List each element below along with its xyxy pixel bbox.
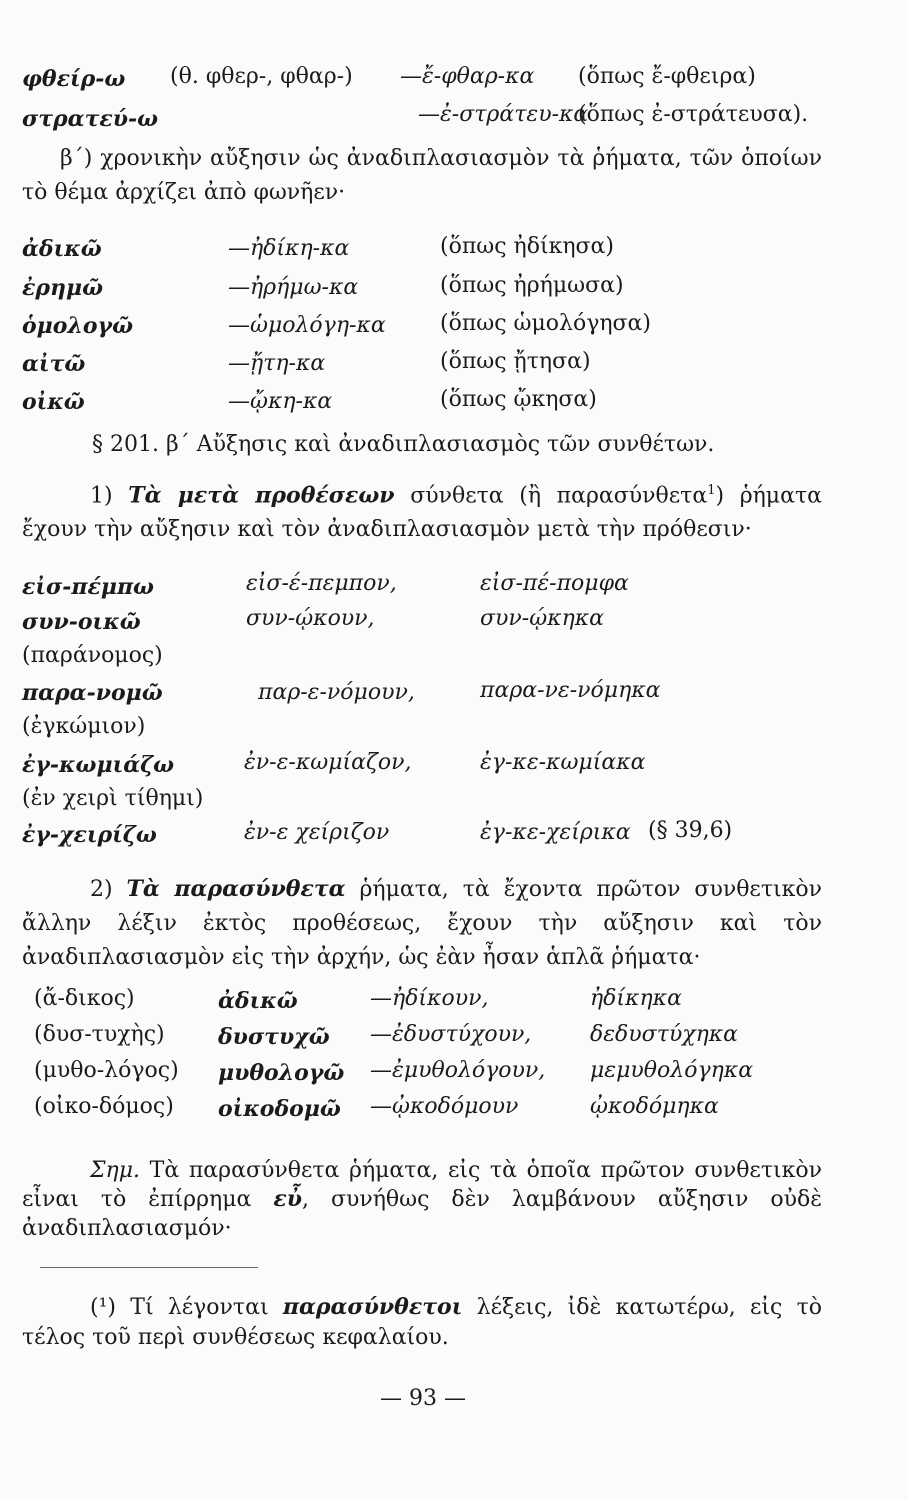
top-row1-note: (ὅπως ἔ-φθειρα) (578, 64, 756, 89)
note-text: Τὰ παρασύνθετα ῥήματα, εἰς τὰ ὁποῖα πρῶτον συνθετικὸν εἶναι τὸ ἐπίρρημα (22, 1158, 822, 1212)
para-verb: οἰκοδομῶ (218, 1096, 341, 1122)
note-label: Σημ. (90, 1158, 141, 1183)
compound-imperfect: εἰσ-έ-πεμπον, (246, 571, 397, 596)
para-origin: (ἄ-δικος) (34, 986, 135, 1011)
compound-origin: (ἐγκώμιον) (22, 714, 146, 739)
para-imperfect: —ἠδίκουν, (370, 986, 489, 1011)
compound-origin: (ἐν χειρὶ τίθημι) (22, 786, 204, 811)
top-row2-headword: στρατεύ-ω (22, 106, 159, 132)
para-verb: δυστυχῶ (218, 1024, 330, 1050)
para-verb: ἀδικῶ (218, 988, 298, 1014)
compound-imperfect: παρ-ε-νόμουν, (258, 680, 415, 705)
compound-perfect: ἐγ-κε-χείρικα (480, 820, 631, 845)
page-number: — 93 — (380, 1386, 466, 1411)
top-row1-stems: (θ. φθερ-, φθαρ-) (170, 64, 353, 89)
vowel-form: —ᾤκη-κα (228, 389, 333, 414)
compound-perfect: εἰσ-πέ-πομφα (480, 571, 629, 596)
vowel-word: ἐρημῶ (22, 275, 104, 301)
top-row2-form: —ἐ-στράτευ-κα (418, 102, 589, 127)
note-paragraph (22, 1156, 822, 1243)
footnote-term: παρασύνθετοι (282, 1294, 463, 1320)
p2-number: 2) (90, 877, 113, 902)
vowel-note: (ὅπως ὡμολόγησα) (440, 311, 651, 336)
compound-imperfect: ἐν-ε-κωμίαζον, (244, 750, 412, 775)
p2-text: ῥήματα, τὰ ἔχοντα πρῶτον συνθετικὸν ἄλλην λέξιν ἐκτὸς προθέσεως, ἔχουν τὴν αὔξησιν καὶ τὸν ἀναδιπλασιασμὸν εἰς τὴν ἀρχήν, ὡς ἐὰν ἦσαν ἁπλᾶ ῥήματα· (22, 877, 823, 970)
note-text-continued: , συνήθως δὲν λαμβάνουν αὔξησιν οὐδὲ ἀναδιπλασιασμόν· (22, 1187, 823, 1241)
footnote (22, 1292, 822, 1353)
paragraph-2 (22, 872, 822, 975)
vowel-note: (ὅπως ᾤκησα) (440, 387, 597, 412)
vowel-note: (ὅπως ἠρήμωσα) (440, 273, 624, 298)
p1-number: 1) (90, 483, 113, 509)
compound-present: εἰσ-πέμπω (22, 574, 154, 600)
para-imperfect: —ἐμυθολόγουν, (370, 1058, 546, 1083)
compound-perfect: ἐγ-κε-κωμίακα (480, 750, 646, 775)
top-row1-form: —ἔ-φθαρ-κα (400, 64, 535, 89)
para-origin: (μυθο-λόγος) (34, 1058, 179, 1083)
vowel-word: αἰτῶ (22, 351, 86, 377)
p1-text: σύνθετα (ἢ παρασύνθετα (410, 483, 708, 509)
note-adverb: εὖ (273, 1186, 302, 1212)
compound-imperfect: ἐν-ε χείριζον (244, 820, 390, 845)
footnote-ref: 1 (707, 483, 716, 498)
compound-perfect: συν-ῴκηκα (480, 606, 605, 631)
para-imperfect: —ἐδυστύχουν, (370, 1022, 532, 1047)
compound-perfect: παρα-νε-νόμηκα (480, 678, 661, 703)
compound-present: παρα-νομῶ (22, 680, 163, 706)
paragraph-1 (22, 474, 822, 547)
section-reference: (§ 39,6) (648, 818, 733, 843)
compound-origin: (παράνομος) (22, 643, 163, 668)
para-origin: (οἰκο-δόμος) (34, 1094, 174, 1119)
para-verb: μυθολογῶ (218, 1060, 345, 1086)
para-perfect: δεδυστύχηκα (590, 1022, 739, 1047)
para-perfect: μεμυθολόγηκα (590, 1058, 754, 1083)
intro-paragraph: β΄) χρονικὴν αὔξησιν ὡς ἀναδιπλασιασμὸν τὰ ῥήματα, τῶν ὁποίων τὸ θέμα ἀρχίζει ἀπὸ φωνῆεν· (22, 146, 822, 205)
vowel-form: —ἠδίκη-κα (228, 236, 350, 261)
footnote-text: Τί λέγονται (130, 1295, 269, 1320)
para-origin: (δυσ-τυχὴς) (34, 1022, 165, 1047)
p1-bold: Τὰ μετὰ προθέσεων (128, 482, 395, 509)
vowel-word: ἀδικῶ (22, 236, 102, 262)
vowel-word: ὁμολογῶ (22, 313, 134, 339)
vowel-note: (ὅπως ᾔτησα) (440, 349, 591, 374)
section-heading: § 201. β΄ Αὔξησις καὶ ἀναδιπλασιασμὸς τῶν συνθέτων. (92, 432, 715, 457)
vowel-form: —ὡμολόγη-κα (228, 313, 386, 338)
footnote-text-continued: λέξεις, ἰδὲ κατωτέρω, εἰς τὸ τέλος τοῦ περὶ συνθέσεως κεφαλαίου. (22, 1295, 823, 1350)
footnote-mark: (¹) (90, 1295, 116, 1320)
compound-present: συν-οικῶ (22, 609, 141, 635)
compound-present: ἐγ-κωμιάζω (22, 752, 175, 778)
top-row1-headword: φθείρ-ω (22, 66, 126, 92)
p2-bold: Τὰ παρασύνθετα (126, 876, 346, 902)
vowel-form: —ἠρήμω-κα (228, 275, 359, 300)
para-perfect: ᾠκοδόμηκα (590, 1094, 719, 1119)
vowel-form: —ᾔτη-κα (228, 351, 326, 376)
para-imperfect: —ᾠκοδόμουν (370, 1094, 519, 1119)
vowel-word: οἰκῶ (22, 389, 85, 415)
para-perfect: ἠδίκηκα (590, 986, 682, 1011)
footnote-divider (40, 1267, 258, 1268)
top-row2-note: (ὅπως ἐ-στράτευσα). (578, 102, 809, 127)
vowel-note: (ὅπως ἠδίκησα) (440, 234, 614, 259)
compound-imperfect: συν-ῴκουν, (246, 606, 375, 631)
p1-text-continued: ) ῥήματα ἔχουν τὴν αὔξησιν καὶ τὸν ἀναδιπλασιασμὸν μετὰ τὴν πρόθεσιν· (22, 483, 822, 543)
compound-present: ἐγ-χειρίζω (22, 822, 157, 848)
